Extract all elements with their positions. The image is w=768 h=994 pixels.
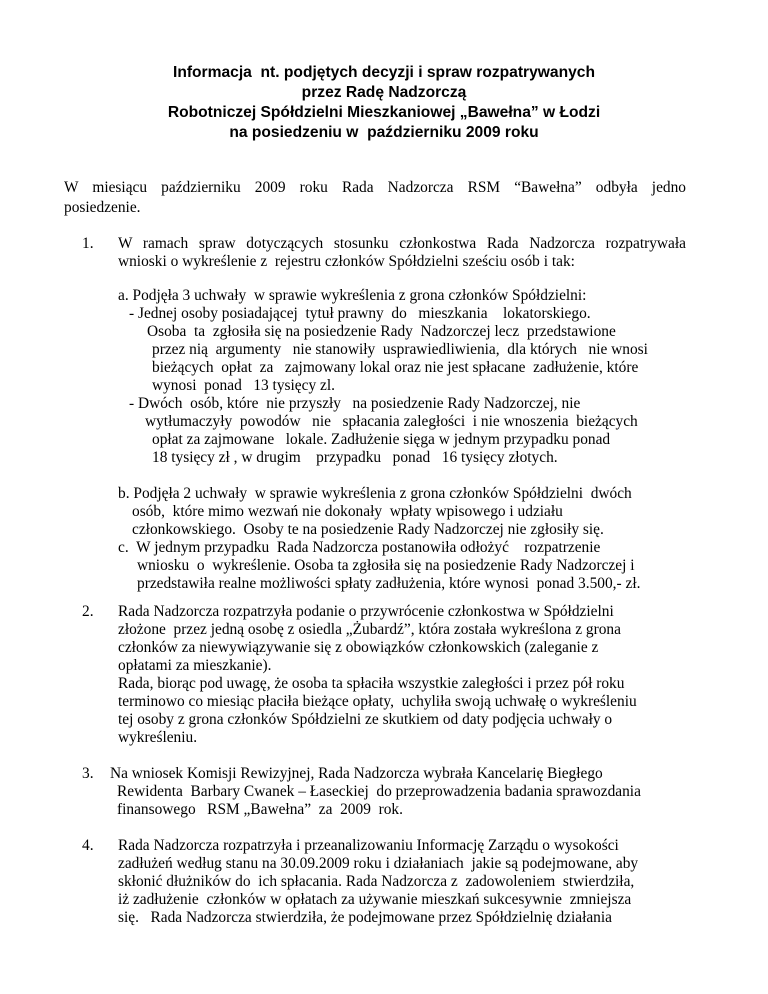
item1-c-line: c. W jednym przypadku Rada Nadzorcza postanowiła odłożyć rozpatrzenie	[118, 539, 601, 556]
title-line: Robotniczej Spółdzielni Mieszkaniowej „Bawełna” w Łodzi	[167, 104, 601, 121]
item2-line: złożone przez jedną osobę z osiedla „Żubardź”, która została wykreślona z grona	[118, 621, 621, 638]
item1-line: W ramach spraw dotyczących stosunku członkostwa Rada Nadzorcza rozpatrywała	[118, 235, 686, 252]
item1-a-line: - Jednej osoby posiadającej tytuł prawny do mieszkania lokatorskiego.	[129, 305, 591, 322]
item2-line: terminowo co miesiąc płaciła bieżące opłaty, uchyliła swoją uchwałę o wykreśleniu	[118, 693, 637, 710]
item2-line: członków za niewywiązywanie się z obowiązków członkowskich (zaleganie z	[118, 639, 599, 656]
item1-a-line: przez nią argumenty nie stanowiły usprawiedliwienia, dla których nie wnosi	[152, 341, 648, 358]
title-line: na posiedzeniu w październiku 2009 roku	[229, 124, 539, 141]
item2-line: Rada, biorąc pod uwagę, że osoba ta spłaciła wszystkie zaległości i przez pół roku	[118, 675, 625, 692]
item1-c-line: przedstawiła realne możliwości spłaty zadłużenia, które wynosi ponad 3.500,- zł.	[137, 575, 641, 592]
title-line: Informacja nt. podjętych decyzji i spraw rozpatrywanych	[172, 64, 595, 81]
title-line: przez Radę Nadzorczą	[301, 84, 467, 101]
item1-a-line: wynosi ponad 13 tysięcy zl.	[152, 377, 335, 394]
document-title	[0, 63, 768, 143]
item2-line: Rada Nadzorcza rozpatrzyła podanie o przywrócenie członkostwa w Spółdzielni	[118, 603, 614, 620]
item1-a-line: bieżących opłat za zajmowany lokal oraz nie jest spłacane zadłużenie, które	[152, 359, 639, 376]
intro-line: posiedzenie.	[64, 199, 141, 216]
item-number: 2.	[82, 603, 94, 620]
item1-line: wnioski o wykreślenie z rejestru członków Spółdzielni sześciu osób i tak:	[118, 253, 575, 270]
item4-line: się. Rada Nadzorcza stwierdziła, że podejmowane przez Spółdzielnię działania	[118, 909, 612, 926]
item1-a-line: - Dwóch osób, które nie przyszły na posiedzenie Rady Nadzorczej, nie	[129, 395, 581, 412]
item1-a-line: Osoba ta zgłosiła się na posiedzenie Rady Nadzorczej lecz przedstawione	[147, 323, 616, 340]
item1-b-line: b. Podjęła 2 uchwały w sprawie wykreślenia z grona członków Spółdzielni dwóch	[118, 485, 632, 502]
item2-line: tej osoby z grona członków Spółdzielni ze skutkiem od daty podjęcia uchwały o	[118, 711, 613, 728]
item4-line: Rada Nadzorcza rozpatrzyła i przeanalizowaniu Informację Zarządu o wysokości	[118, 837, 619, 854]
item1-b-line: członkowskiego. Osoby te na posiedzenie Rady Nadzorczej nie zgłosiły się.	[132, 521, 604, 538]
item1-c-line: wniosku o wykreślenie. Osoba ta zgłosiła się na posiedzenie Rady Nadzorczej i	[137, 557, 635, 574]
item1-a-line: a. Podjęła 3 uchwały w sprawie wykreślenia z grona członków Spółdzielni:	[118, 287, 587, 304]
item4-line: zadłużeń według stanu na 30.09.2009 roku i działaniach jakie są podejmowane, aby	[118, 855, 639, 872]
item-number: 4.	[82, 837, 94, 854]
item-number: 1.	[82, 235, 94, 252]
intro-line: W miesiącu październiku 2009 roku Rada Nadzorcza RSM “Bawełna” odbyła jedno	[64, 179, 686, 196]
item-number: 3.	[82, 765, 94, 782]
item4-line: iż zadłużenie członków w opłatach za używanie mieszkań sukcesywnie zmniejsza	[118, 891, 632, 908]
item1-a-line: opłat za zajmowane lokale. Zadłużenie sięga w jednym przypadku ponad	[152, 431, 611, 448]
item3-line: Na wniosek Komisji Rewizyjnej, Rada Nadzorcza wybrała Kancelarię Biegłego	[110, 765, 603, 782]
item2-line: wykreśleniu.	[118, 729, 198, 746]
item3-line: Rewidenta Barbary Cwanek – Łaseckiej do przeprowadzenia badania sprawozdania	[117, 783, 641, 800]
item1-a-line: 18 tysięcy zł , w drugim przypadku ponad 16 tysięcy złotych.	[152, 449, 558, 466]
item3-line: finansowego RSM „Bawełna” za 2009 rok.	[117, 801, 403, 818]
item1-a-line: wytłumaczyły powodów nie spłacania zaległości i nie wnoszenia bieżących	[145, 413, 638, 430]
item2-line: opłatami za mieszkanie).	[118, 657, 272, 674]
item1-b-line: osób, które mimo wezwań nie dokonały wpłaty wpisowego i udziału	[132, 503, 563, 520]
item4-line: skłonić dłużników do ich spłacania. Rada Nadzorcza z zadowoleniem stwierdziła,	[118, 873, 635, 890]
